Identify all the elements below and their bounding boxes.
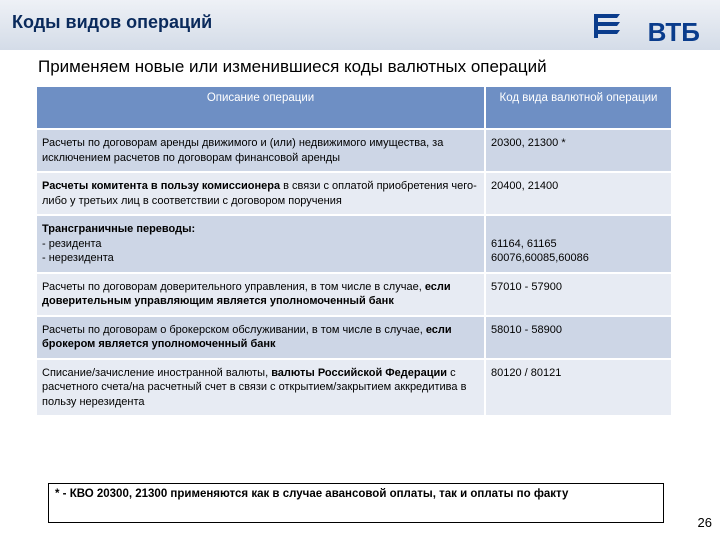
column-header-code: Код вида валютной операции xyxy=(485,87,671,129)
table-row xyxy=(37,316,671,359)
row-description xyxy=(37,359,485,416)
row-code: 57010 - 57900 xyxy=(485,273,671,316)
row-description xyxy=(37,172,485,215)
header-bar xyxy=(0,0,720,50)
description-text: с расчетного счета/на расчетный счет в связи с открытием/закрытием аккредитива в пользу нерезидента xyxy=(42,366,467,408)
description-text: Расчеты по договорам аренды движимого и (или) недвижимого имущества, за исключением расчетов по договорам финансовой аренды xyxy=(42,137,444,164)
description-line: - нерезидента xyxy=(42,252,114,264)
column-header-description: Описание операции xyxy=(37,87,485,129)
footnote-box: * - КВО 20300, 21300 применяются как в случае авансовой оплаты, так и оплаты по факту xyxy=(48,483,664,523)
description-text: Списание/зачисление иностранной валюты, xyxy=(42,366,272,379)
operations-table xyxy=(37,87,671,415)
description-bold: Расчеты комитента в пользу комиссионера xyxy=(42,180,281,192)
description-text: Расчеты по договорам доверительного управления, в том числе в случае, xyxy=(42,280,425,293)
row-description xyxy=(37,316,485,359)
vtb-logo xyxy=(590,8,700,47)
code-line: 60076,60085,60086 xyxy=(491,252,589,264)
row-code: 20300, 21300 * xyxy=(485,129,671,172)
row-code xyxy=(485,215,671,273)
row-code: 58010 - 58900 xyxy=(485,316,671,359)
table-row xyxy=(37,273,671,316)
logo-text: ВТБ xyxy=(647,17,700,47)
row-description xyxy=(37,273,485,316)
row-description xyxy=(37,215,485,273)
slide-subtitle: Применяем новые или изменившиеся коды валютных операций xyxy=(38,57,547,76)
table-row xyxy=(37,172,671,215)
code-line: 61164, 61165 xyxy=(491,237,557,250)
table-header-row xyxy=(37,87,671,129)
vtb-logo-icon xyxy=(590,8,624,44)
description-bold: валюты Российской Федерации xyxy=(271,366,448,379)
description-text: в связи с оплатой приобретения чего-либо у третьих лиц в соответствии с договором поручения xyxy=(42,180,477,207)
row-code: 20400, 21400 xyxy=(485,172,671,215)
page-number: 26 xyxy=(697,515,712,530)
row-code: 80120 / 80121 xyxy=(485,359,671,416)
description-text: Расчеты по договорам о брокерском обслуживании, в том числе в случае, xyxy=(42,323,426,336)
description-bold: если брокером является уполномоченный банк xyxy=(42,323,452,350)
description-line: - резидента xyxy=(42,237,102,250)
description-bold: Трансграничные переводы: xyxy=(42,223,196,235)
slide-title: Коды видов операций xyxy=(12,12,213,32)
table-row xyxy=(37,359,671,416)
description-bold: если доверительным управляющим является уполномоченный банк xyxy=(42,280,451,307)
row-description xyxy=(37,129,485,172)
table-row xyxy=(37,215,671,273)
table-row xyxy=(37,129,671,172)
